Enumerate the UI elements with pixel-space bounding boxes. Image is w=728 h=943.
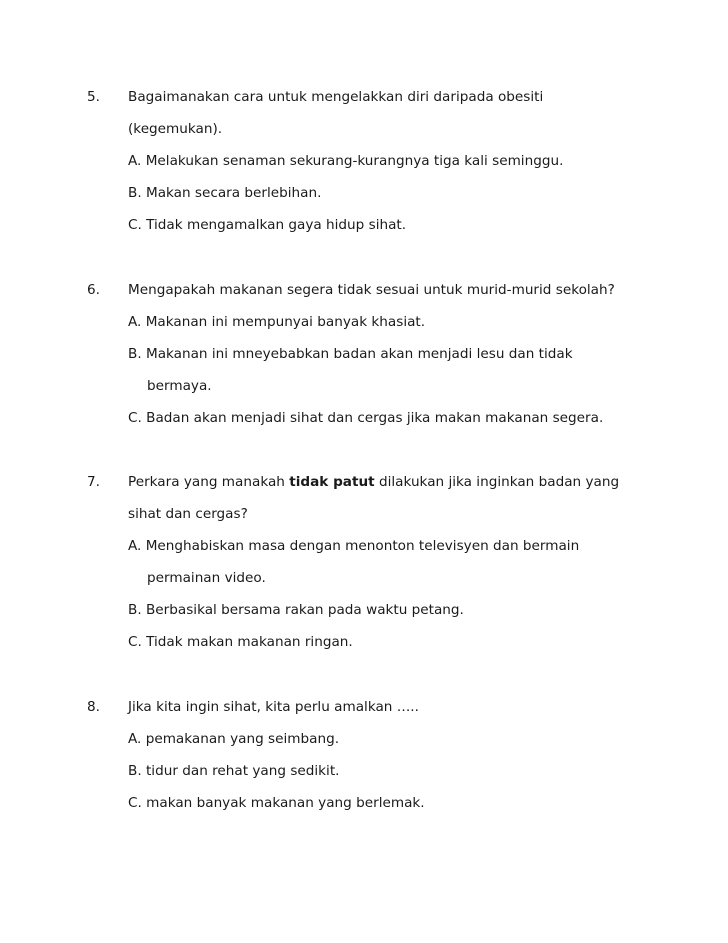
question-5-stem: Bagaimanakan cara untuk mengelakkan diri daripada obesiti (128, 89, 544, 105)
question-5-number: 5. (87, 89, 100, 105)
question-7-stem-part1: Perkara yang manakah (128, 474, 290, 490)
question-8-option-b: B. tidur dan rehat yang sedikit. (128, 763, 340, 779)
question-6-option-a: A. Makanan ini mempunyai banyak khasiat. (128, 314, 426, 330)
question-8-stem: Jika kita ingin sihat, kita perlu amalkan ….. (128, 699, 419, 715)
question-6-option-b: B. Makanan ini mneyebabkan badan akan menjadi lesu dan tidak (128, 346, 573, 362)
question-7-option-b: B. Berbasikal bersama rakan pada waktu petang. (128, 602, 464, 618)
question-5-option-c: C. Tidak mengamalkan gaya hidup sihat. (128, 217, 407, 233)
question-7-stem (128, 473, 619, 491)
question-7-stem-continued: sihat dan cergas? (128, 506, 248, 522)
question-5-option-a: A. Melakukan senaman sekurang-kurangnya tiga kali seminggu. (128, 153, 564, 169)
question-7-option-c: C. Tidak makan makanan ringan. (128, 634, 353, 650)
question-8-option-a: A. pemakanan yang seimbang. (128, 731, 340, 747)
question-7-number: 7. (87, 474, 100, 490)
question-8-number: 8. (87, 699, 100, 715)
question-5-stem-continued: (kegemukan). (128, 121, 223, 137)
question-5-option-b: B. Makan secara berlebihan. (128, 185, 322, 201)
question-7-stem-bold: tidak patut (289, 474, 375, 490)
question-6-stem: Mengapakah makanan segera tidak sesuai untuk murid-murid sekolah? (128, 282, 615, 298)
question-8-option-c: C. makan banyak makanan yang berlemak. (128, 795, 425, 811)
question-6-number: 6. (87, 282, 100, 298)
question-7-stem-part2: dilakukan jika inginkan badan yang (374, 474, 620, 490)
question-6-option-b-continued: bermaya. (147, 378, 212, 394)
question-6-option-c: C. Badan akan menjadi sihat dan cergas jika makan makanan segera. (128, 410, 604, 426)
question-7-option-a: A. Menghabiskan masa dengan menonton televisyen dan bermain (128, 538, 580, 554)
question-7-option-a-continued: permainan video. (147, 570, 266, 586)
